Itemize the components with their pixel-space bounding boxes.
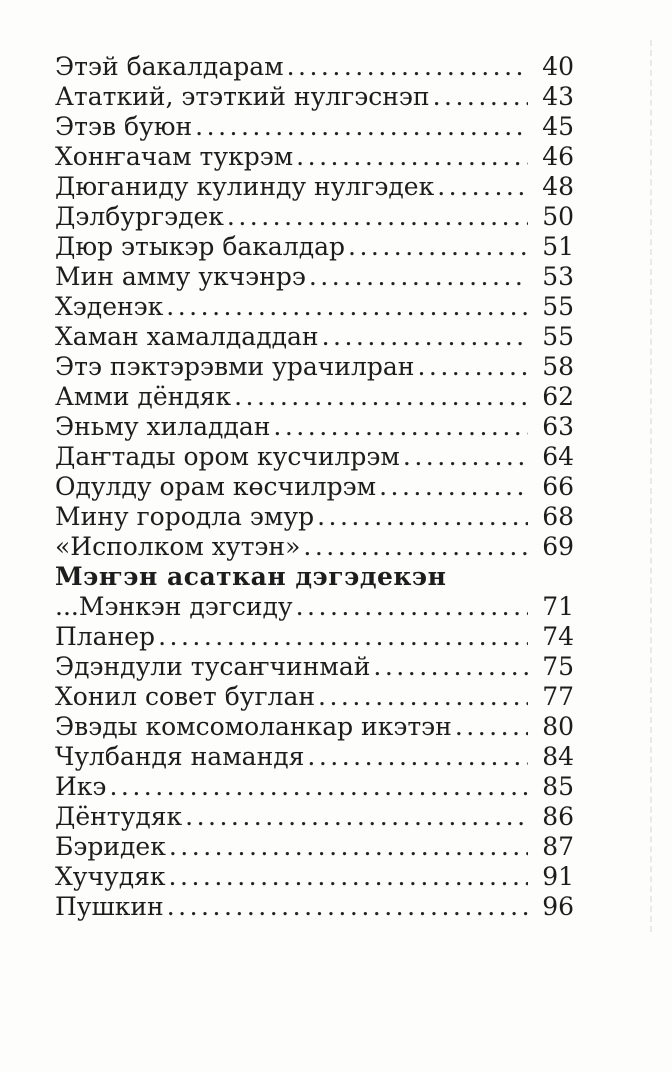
entry-page-number: 91 <box>542 862 574 891</box>
dot-leader <box>433 82 528 112</box>
entry-title: Эньму хиладдан <box>55 412 271 441</box>
dot-leader <box>109 772 528 802</box>
scan-artifact-right-edge <box>650 40 652 932</box>
dot-leader <box>296 592 528 622</box>
entry-page-number: 40 <box>542 52 574 81</box>
entry-title: Мин амму укчэнрэ <box>55 262 306 291</box>
entry-title: ...Мэнкэн дэгсиду <box>55 592 293 621</box>
entry-page-number: 75 <box>542 652 574 681</box>
toc-entry <box>55 772 574 802</box>
dot-leader <box>227 202 528 232</box>
toc-entry <box>55 592 574 622</box>
toc-entry <box>55 322 574 352</box>
entry-title: Этэй бакалдарам <box>55 52 284 81</box>
entry-title: Эдэндули тусаҥчинмай <box>55 652 371 681</box>
dot-leader <box>287 52 528 82</box>
toc-entry <box>55 262 574 292</box>
dot-leader <box>348 232 528 262</box>
toc-entry <box>55 142 574 172</box>
entry-page-number: 64 <box>542 442 574 471</box>
toc-entry <box>55 292 574 322</box>
entry-page-number: 71 <box>542 592 574 621</box>
entry-page-number: 62 <box>542 382 574 411</box>
toc-entry <box>55 832 574 862</box>
entry-page-number: 84 <box>542 742 574 771</box>
dot-leader <box>169 862 528 892</box>
dot-leader <box>379 472 528 502</box>
entry-page-number: 96 <box>542 892 574 921</box>
dot-leader <box>167 892 528 922</box>
toc-entry <box>55 502 574 532</box>
entry-title: Этэв буюн <box>55 112 193 141</box>
dot-leader <box>307 742 528 772</box>
entry-title: Эвэды комсомоланкар икэтэн <box>55 712 452 741</box>
entry-title: Чулбандя намандя <box>55 742 305 771</box>
entry-page-number: 51 <box>542 232 574 261</box>
toc-entry <box>55 652 574 682</box>
dot-leader <box>417 352 528 382</box>
entry-title: Хонҥачам тукрэм <box>55 142 294 171</box>
toc-entry <box>55 742 574 772</box>
entry-title: Даҥтады ором кусчилрэм <box>55 442 400 471</box>
dot-leader <box>166 292 528 322</box>
entry-title: Дэлбургэдек <box>55 202 224 231</box>
entry-title: Планер <box>55 622 156 651</box>
toc-entry <box>55 382 574 412</box>
entry-page-number: 80 <box>542 712 574 741</box>
toc-entry <box>55 562 574 592</box>
toc-entry <box>55 442 574 472</box>
entry-title: Хэденэк <box>55 292 164 321</box>
dot-leader <box>455 712 528 742</box>
entry-title: Ататкий, этэткий нулгэснэп <box>55 82 430 111</box>
toc-entry <box>55 232 574 262</box>
entry-title: «Исполком хутэн» <box>55 532 301 561</box>
toc-entry <box>55 802 574 832</box>
entry-page-number: 58 <box>542 352 574 381</box>
entry-page-number: 50 <box>542 202 574 231</box>
toc-list <box>55 52 574 922</box>
dot-leader <box>185 802 528 832</box>
entry-page-number: 43 <box>542 82 574 111</box>
dot-leader <box>296 142 528 172</box>
entry-title: Икэ <box>55 772 107 801</box>
dot-leader <box>303 532 528 562</box>
toc-entry <box>55 862 574 892</box>
dot-leader <box>403 442 528 472</box>
entry-title: Мэҥэн асаткан дэгэдекэн <box>55 562 447 591</box>
entry-page-number: 66 <box>542 472 574 501</box>
dot-leader <box>318 682 528 712</box>
toc-entry <box>55 112 574 142</box>
dot-leader <box>169 832 528 862</box>
dot-leader <box>195 112 528 142</box>
toc-entry <box>55 532 574 562</box>
entry-title: Дюр этыкэр бакалдар <box>55 232 346 261</box>
dot-leader <box>158 622 528 652</box>
toc-entry <box>55 712 574 742</box>
entry-title: Хучудяк <box>55 862 166 891</box>
dot-leader <box>322 322 528 352</box>
entry-page-number: 48 <box>542 172 574 201</box>
entry-title: Хонил совет буглан <box>55 682 316 711</box>
entry-page-number: 63 <box>542 412 574 441</box>
entry-page-number: 85 <box>542 772 574 801</box>
dot-leader <box>317 502 528 532</box>
dot-leader <box>234 382 528 412</box>
toc-entry <box>55 172 574 202</box>
entry-page-number: 68 <box>542 502 574 531</box>
entry-title: Мину городла эмур <box>55 502 315 531</box>
toc-entry <box>55 622 574 652</box>
toc-entry <box>55 682 574 712</box>
toc-entry <box>55 202 574 232</box>
toc-entry <box>55 472 574 502</box>
entry-title: Пушкин <box>55 892 164 921</box>
entry-page-number: 86 <box>542 802 574 831</box>
toc-entry <box>55 352 574 382</box>
entry-page-number: 69 <box>542 532 574 561</box>
entry-page-number: 87 <box>542 832 574 861</box>
toc-entry <box>55 52 574 82</box>
toc-entry <box>55 892 574 922</box>
entry-title: Дюганиду кулинду нулгэдек <box>55 172 435 201</box>
toc-entry <box>55 82 574 112</box>
entry-title: Хаман хамалдаддан <box>55 322 319 351</box>
entry-title: Бэридек <box>55 832 166 861</box>
entry-page-number: 46 <box>542 142 574 171</box>
entry-page-number: 77 <box>542 682 574 711</box>
dot-leader <box>373 652 528 682</box>
dot-leader <box>437 172 528 202</box>
entry-page-number: 74 <box>542 622 574 651</box>
entry-title: Одулду орам көсчилрэм <box>55 472 377 501</box>
entry-page-number: 45 <box>542 112 574 141</box>
dot-leader <box>273 412 528 442</box>
entry-title: Амми дёндяк <box>55 382 232 411</box>
entry-title: Дёнтудяк <box>55 802 183 831</box>
entry-page-number: 53 <box>542 262 574 291</box>
entry-page-number: 55 <box>542 292 574 321</box>
dot-leader <box>309 262 528 292</box>
entry-title: Этэ пэктэрэвми урачилран <box>55 352 415 381</box>
toc-entry <box>55 412 574 442</box>
entry-page-number: 55 <box>542 322 574 351</box>
